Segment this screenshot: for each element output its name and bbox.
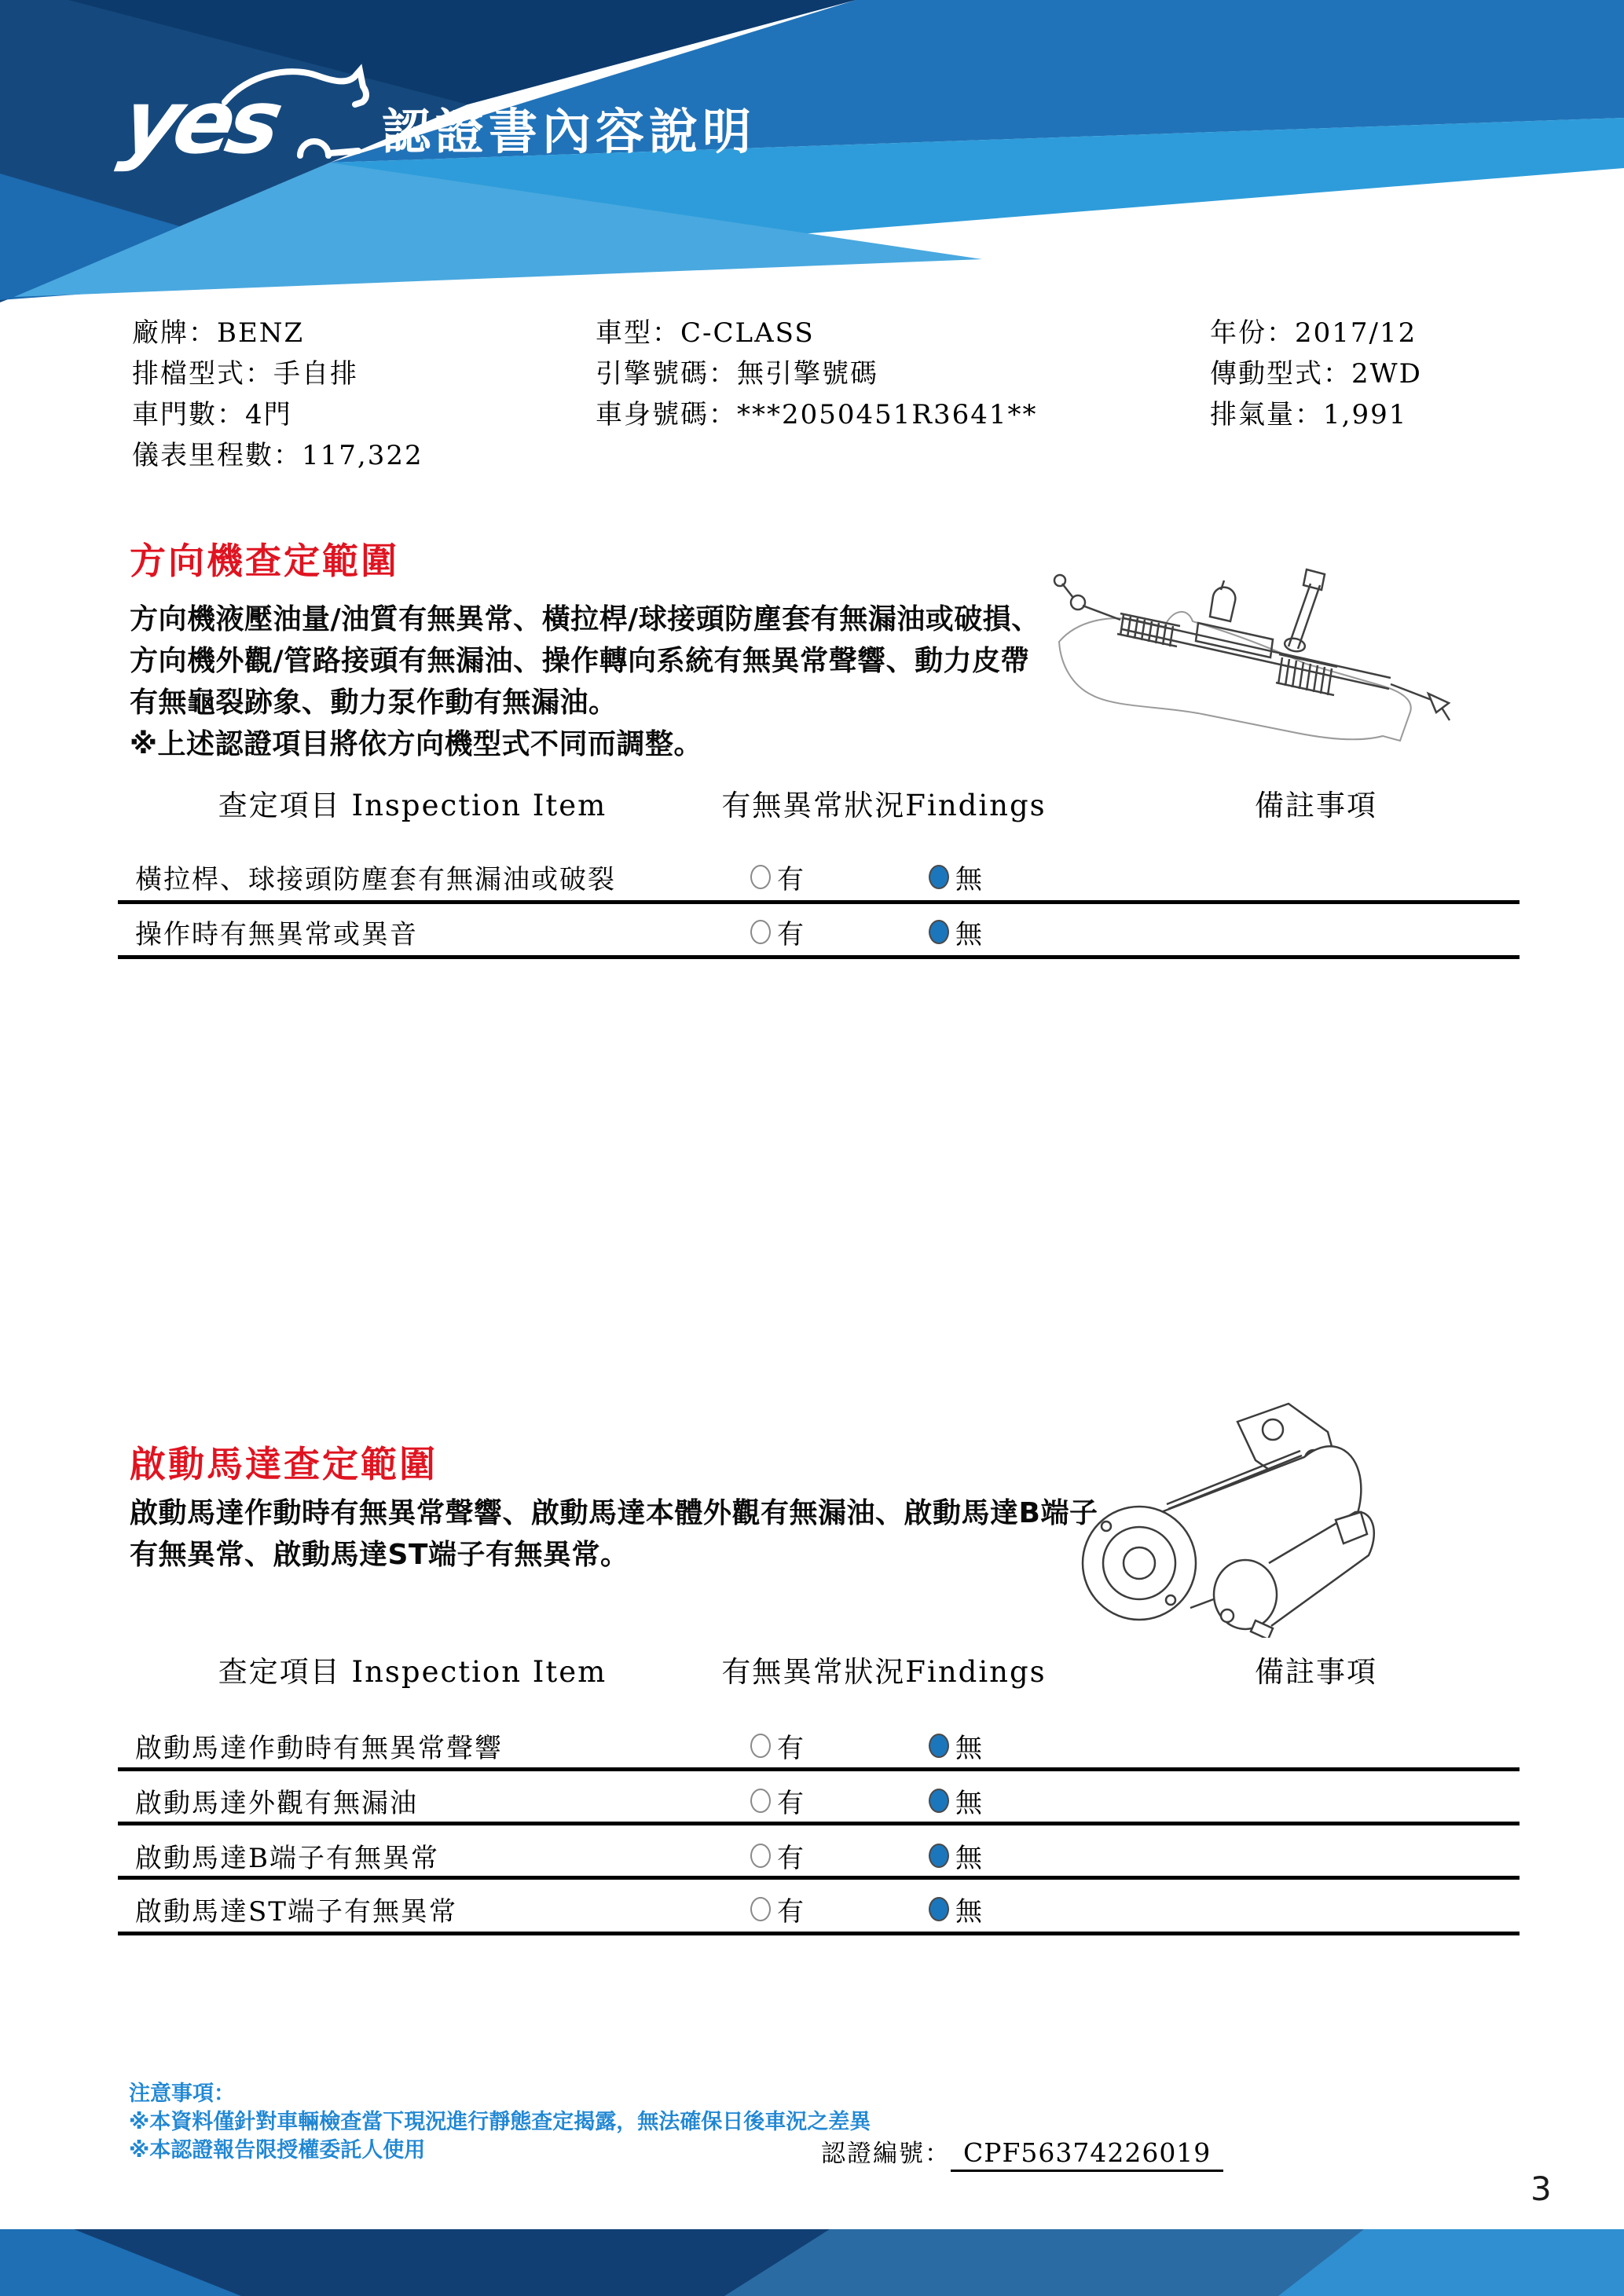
certificate-number-label: 認證編號： [821,2140,951,2168]
finding-option-no [929,913,982,951]
table-row-divider [118,900,1520,904]
inspection-item-label: 啟動馬達B端子有無異常 [135,1843,439,1874]
inspection-item-label: 操作時有無異常或異音 [135,919,418,950]
vehicle-brand: 廠牌：BENZ [132,317,305,349]
notice-line: ※本認證報告限授權委託人使用 [129,2138,426,2162]
description-line: 方向機液壓油量/油質有無異常、橫拉桿/球接頭防塵套有無漏油或破損、 [130,603,1040,635]
table-row-divider [118,1767,1520,1771]
finding-option-yes [750,913,804,951]
table-row-divider [118,1932,1520,1935]
vehicle-engine-number: 引擎號碼：無引擎號碼 [596,358,878,390]
radio-selected-icon [929,865,949,889]
table-row [0,1890,1624,1928]
table-row [0,1727,1624,1764]
vehicle-info-column-3 [1210,313,1422,435]
option-yes-label: 有 [777,1788,804,1819]
vehicle-year: 年份：2017/12 [1210,317,1417,349]
radio-unselected-icon [750,1734,771,1758]
notice-line: ※本資料僅針對車輛檢查當下現況進行靜態查定揭露，無法確保日後車況之差異 [129,2110,871,2134]
table-row [0,1836,1624,1874]
finding-option-yes [750,1727,804,1765]
description-line: 有無異常、啟動馬達ST端子有無異常。 [130,1539,629,1571]
vehicle-transmission-type: 排檔型式：手自排 [132,358,358,390]
radio-selected-icon [929,1734,949,1758]
finding-option-no [929,858,982,896]
option-no-label: 無 [955,864,982,895]
inspection-item-label: 啟動馬達作動時有無異常聲響 [135,1733,503,1764]
inspection-item-label: 啟動馬達ST端子有無異常 [135,1896,457,1928]
section-description-starter [130,1492,1096,1576]
vehicle-odometer: 儀表里程數：117,322 [132,440,423,471]
vehicle-drivetrain: 傳動型式：2WD [1210,358,1422,390]
vehicle-model: 車型：C-CLASS [596,317,815,349]
radio-unselected-icon [750,865,771,889]
option-yes-label: 有 [777,1733,804,1764]
inspection-item-label: 橫拉桿、球接頭防塵套有無漏油或破裂 [135,864,616,895]
radio-unselected-icon [750,920,771,944]
certificate-number-value: CPF56374226019 [951,2137,1223,2172]
page-title: 認證書內容說明 [382,103,757,160]
steering-rack-illustration [1045,546,1485,754]
finding-option-yes [750,1836,804,1875]
yes-logo-text: yes [113,71,286,174]
vehicle-info-column-2 [596,313,1038,435]
table-row-divider [118,955,1520,959]
option-no-label: 無 [955,1843,982,1874]
table-header-remarks: 備註事項 [1255,1655,1377,1689]
finding-option-yes [750,1782,804,1820]
description-line: ※上述認證項目將依方向機型式不同而調整。 [130,728,702,760]
option-yes-label: 有 [777,919,804,950]
description-line: 方向機外觀/管路接頭有無漏油、操作轉向系統有無異常聲響、動力皮帶 [130,645,1030,677]
radio-selected-icon [929,1844,949,1868]
table-row-divider [118,1876,1520,1880]
finding-option-no [929,1836,982,1875]
radio-selected-icon [929,1897,949,1921]
section-title-steering: 方向機查定範圍 [130,540,399,582]
table-header-findings: 有無異常狀況Findings [721,1655,1047,1689]
description-line: 啟動馬達作動時有無異常聲響、啟動馬達本體外觀有無漏油、啟動馬達B端子 [130,1497,1098,1529]
finding-option-no [929,1890,982,1928]
footer-banner-background [0,2229,1624,2296]
option-no-label: 無 [955,1733,982,1764]
finding-option-yes [750,1890,804,1928]
option-no-label: 無 [955,1788,982,1819]
section-description-steering [130,599,1096,765]
notice-title: 注意事項： [129,2082,235,2106]
table-row [0,858,1624,895]
option-yes-label: 有 [777,1896,804,1928]
table-header-inspection-item: 查定項目 Inspection Item [218,789,607,822]
vehicle-vin: 車身號碼：***2050451R3641** [596,399,1038,430]
option-no-label: 無 [955,919,982,950]
page-number: 3 [1531,2170,1552,2208]
option-no-label: 無 [955,1896,982,1928]
section-title-starter: 啟動馬達查定範圍 [130,1443,438,1485]
finding-option-no [929,1727,982,1765]
radio-unselected-icon [750,1897,771,1921]
table-header-inspection-item: 查定項目 Inspection Item [218,1655,607,1689]
table-row-divider [118,1822,1520,1825]
finding-option-no [929,1782,982,1820]
radio-selected-icon [929,1789,949,1813]
notice-block [129,2080,871,2165]
radio-unselected-icon [750,1789,771,1813]
vehicle-door-count: 車門數：4門 [132,399,292,430]
option-yes-label: 有 [777,864,804,895]
table-header-findings: 有無異常狀況Findings [721,789,1047,822]
table-header-remarks: 備註事項 [1255,789,1377,822]
description-line: 有無龜裂跡象、動力泵作動有無漏油。 [130,687,618,719]
certificate-number-line [821,2133,1223,2169]
starter-motor-illustration [1061,1394,1399,1638]
car-silhouette-icon [217,61,390,179]
finding-option-yes [750,858,804,896]
vehicle-displacement: 排氣量：1,991 [1210,399,1408,430]
radio-unselected-icon [750,1844,771,1868]
vehicle-info-column-1 [132,313,423,476]
option-yes-label: 有 [777,1843,804,1874]
inspection-item-label: 啟動馬達外觀有無漏油 [135,1788,418,1819]
table-row [0,1782,1624,1819]
yes-logo [93,72,407,190]
radio-selected-icon [929,920,949,944]
table-row [0,913,1624,950]
